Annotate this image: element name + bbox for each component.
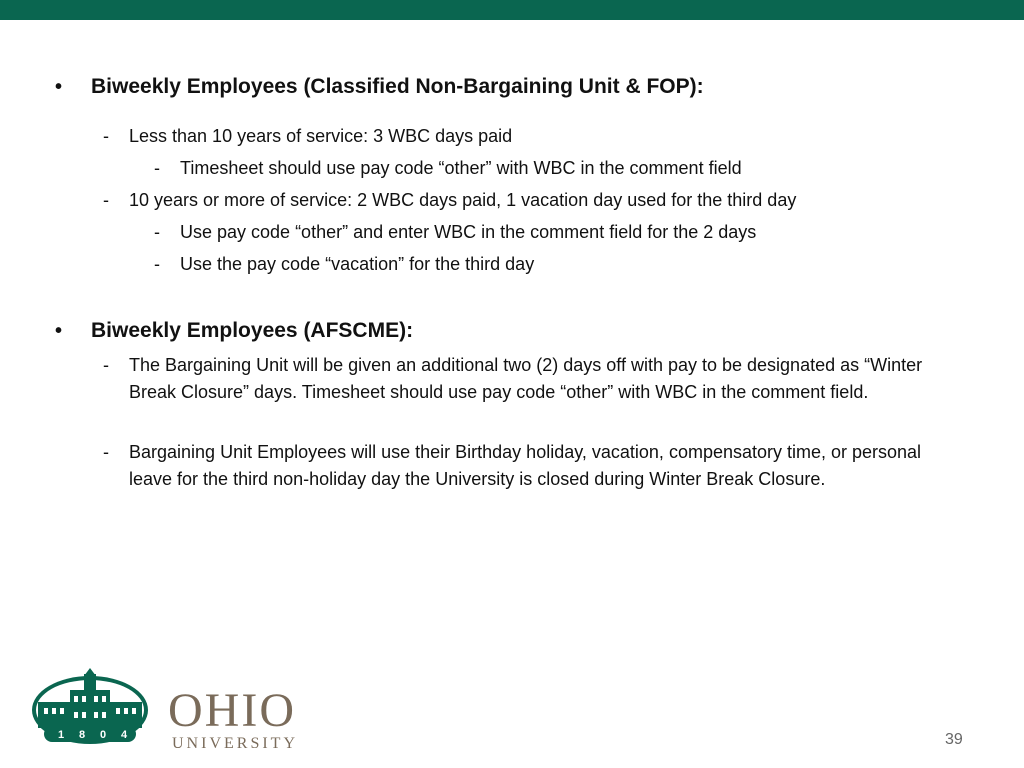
logo-word-ohio: OHIO — [168, 684, 296, 737]
dash-icon: - — [154, 254, 160, 274]
dash-icon: - — [154, 158, 160, 178]
list-item-text: Timesheet should use pay code “other” with WBC in the comment field — [180, 158, 742, 178]
logo-word-university: UNIVERSITY — [172, 735, 298, 752]
logo-year-digit: 4 — [121, 729, 128, 741]
seal-icon — [32, 668, 148, 744]
dash-icon: - — [103, 190, 109, 210]
list-item-text: The Bargaining Unit will be given an additional two (2) days off with pay to be designated as “Winter Break Closure” days. Timesheet should use pay code “other” with WBC in the comment field. — [129, 355, 923, 402]
ohio-university-logo — [30, 668, 330, 752]
list-item-text: Less than 10 years of service: 3 WBC days paid — [129, 126, 513, 146]
logo-year-digit: 1 — [58, 729, 65, 741]
dash-icon: - — [154, 222, 160, 242]
heading-text: Biweekly Employees (AFSCME): — [91, 319, 414, 342]
page-number: 39 — [945, 731, 963, 748]
list-item-text: Bargaining Unit Employees will use their Birthday holiday, vacation, compensatory time, or personal leave for the third non-holiday day the University is closed during Winter Break Closure. — [129, 442, 922, 489]
list-item-text: 10 years or more of service: 2 WBC days paid, 1 vacation day used for the third day — [129, 190, 797, 210]
dash-icon: - — [103, 442, 109, 462]
bullet-icon: • — [55, 76, 63, 98]
list-item-text: Use the pay code “vacation” for the third day — [180, 254, 535, 274]
logo-year-digit: 0 — [100, 729, 107, 741]
bullet-icon: • — [55, 320, 63, 342]
logo-year-digit: 8 — [79, 729, 86, 741]
dash-icon: - — [103, 355, 109, 375]
dash-icon: - — [103, 126, 109, 146]
heading-text: Biweekly Employees (Classified Non-Bargaining Unit & FOP): — [91, 75, 704, 98]
list-item-text: Use pay code “other” and enter WBC in the comment field for the 2 days — [180, 222, 757, 242]
